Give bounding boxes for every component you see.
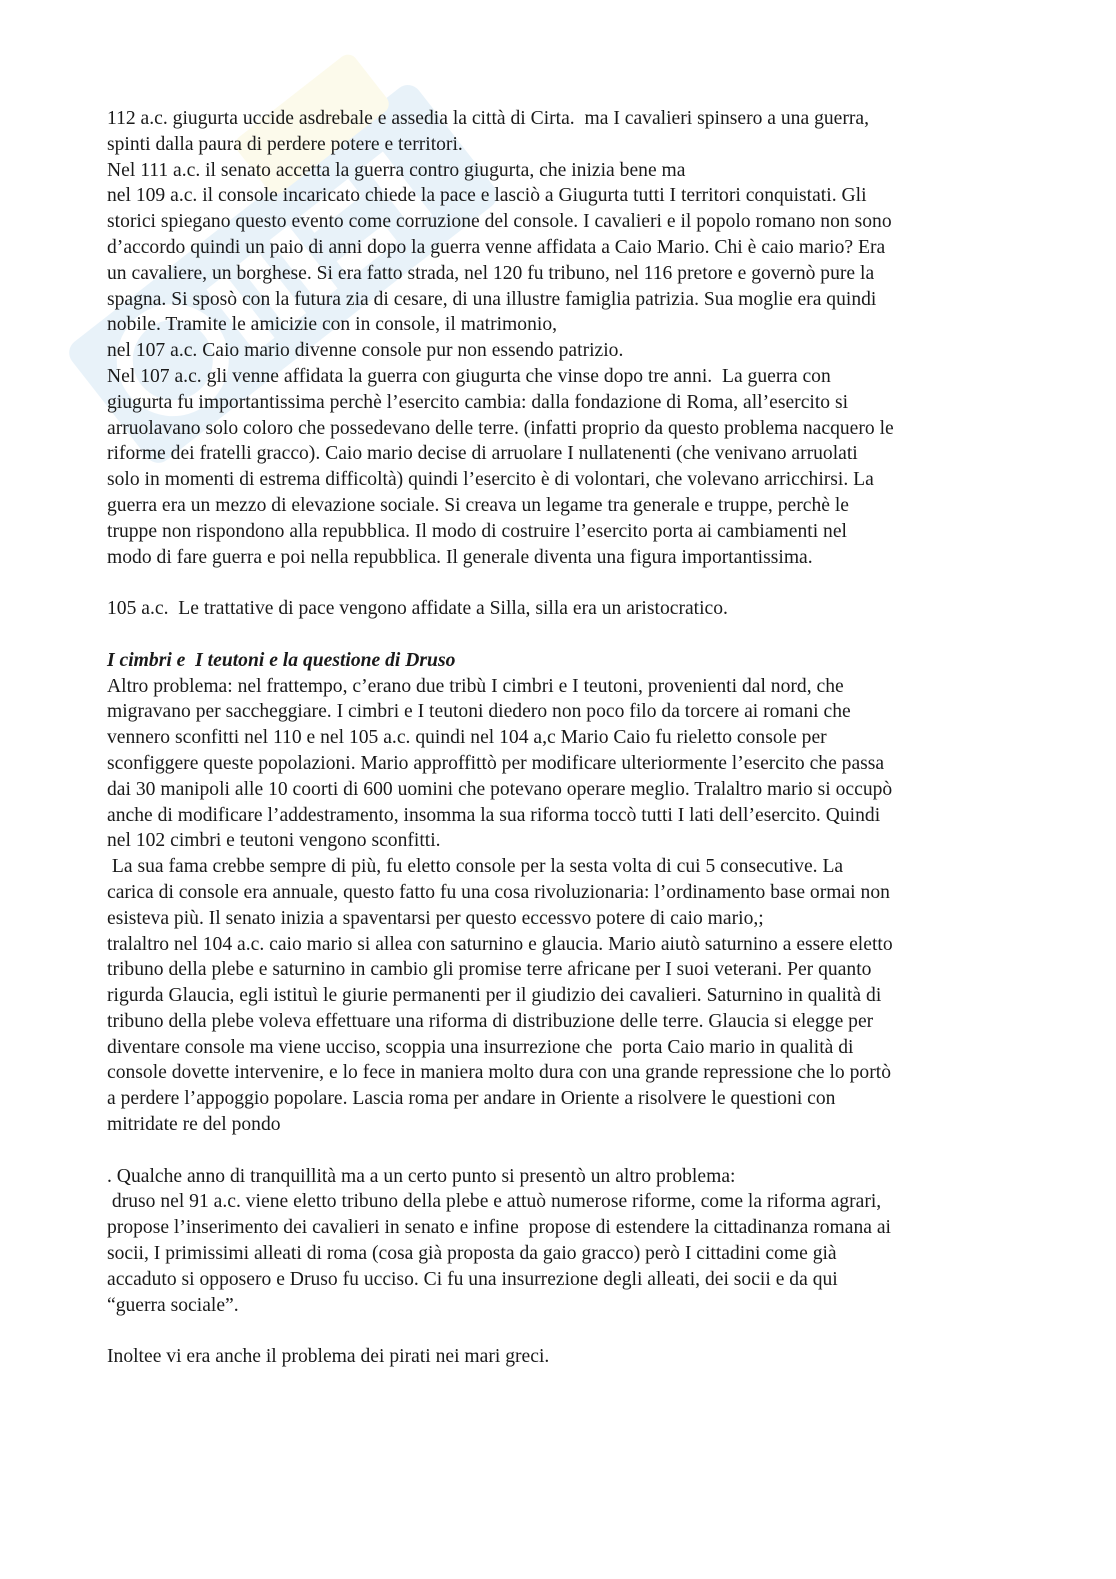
text-line: modo di fare guerra e poi nella repubblica. Il generale diventa una figura importantissima. xyxy=(107,546,813,568)
text-line: Altro problema: nel frattempo, c’erano due tribù I cimbri e I teutoni, provenienti dal nord, che xyxy=(107,675,844,697)
text-line: arruolavano solo coloro che possedevano delle terre. (infatti proprio da questo problema nacquero le xyxy=(107,417,894,439)
text-line: riforme dei fratelli gracco). Caio mario decise di arruolare I nullatenenti (che venivano arruolati xyxy=(107,443,858,465)
text-line: socii, I primissimi alleati di roma (cosa già proposta da gaio gracco) però I cittadini come già xyxy=(107,1243,837,1265)
blank-line xyxy=(107,1318,1012,1344)
text-line: tribuno della plebe voleva effettuare una riforma di distribuzione delle terre. Glaucia si elegge per xyxy=(107,1010,874,1032)
paragraph-giugurta xyxy=(107,106,1012,570)
text-line: rigurda Glaucia, egli istituì le giurie permanenti per il giudizio dei cavalieri. Saturnino in qualità di xyxy=(107,985,882,1007)
text-line: esisteva più. Il senato inizia a spaventarsi per questo eccessvo potere di caio mario,; xyxy=(107,907,764,929)
text-line: a perdere l’appoggio popolare. Lascia roma per andare in Oriente a risolvere le questioni con xyxy=(107,1088,836,1110)
text-line: console dovette intervenire, e lo fece in maniera molto dura con una grande repressione che lo portò xyxy=(107,1062,891,1084)
text-line: anche di modificare l’addestramento, insomma la sua riforma toccò tutti I lati dell’esercito. Quindi xyxy=(107,804,881,826)
text-line: diventare console ma viene ucciso, scoppia una insurrezione che porta Caio mario in qualità di xyxy=(107,1036,854,1058)
text-line: Nel 111 a.c. il senato accetta la guerra contro giugurta, che inizia bene ma xyxy=(107,159,686,181)
text-line: Inoltee vi era anche il problema dei pirati nei mari greci. xyxy=(107,1346,550,1368)
text-line: migravano per saccheggiare. I cimbri e I teutoni diedero non poco filo da torcere ai romani che xyxy=(107,701,851,723)
text-line: La sua fama crebbe sempre di più, fu eletto console per la sesta volta di cui 5 consecutive. La xyxy=(107,856,844,878)
text-line: solo in momenti di estrema difficoltà) quindi l’esercito è di volontari, che volevano arricchirsi. La xyxy=(107,469,874,491)
text-line: accaduto si opposero e Druso fu ucciso. Ci fu una insurrezione degli alleati, dei socii e da qui xyxy=(107,1268,838,1290)
text-line: nel 102 cimbri e teutoni vengono sconfitti. xyxy=(107,830,441,852)
text-line: mitridate re del pondo xyxy=(107,1114,281,1136)
blank-line xyxy=(107,622,1012,648)
text-line: vennero sconfitti nel 110 e nel 105 a.c. quindi nel 104 a,c Mario Caio fu rieletto console per xyxy=(107,727,827,749)
text-line: truppe non rispondono alla repubblica. Il modo di costruire l’esercito porta ai cambiamenti nel xyxy=(107,520,847,542)
text-line: propose l’inserimento dei cavalieri in senato e infine propose di estendere la cittadinanza romana ai xyxy=(107,1217,891,1239)
text-line: . Qualche anno di tranquillità ma a un certo punto si presentò un altro problema: xyxy=(107,1165,736,1187)
text-line: Nel 107 a.c. gli venne affidata la guerra con giugurta che vinse dopo tre anni. La guerra con xyxy=(107,365,831,387)
paragraph-pirati xyxy=(107,1344,1012,1370)
text-line: carica di console era annuale, questo fatto fu una cosa rivoluzionaria: l’ordinamento base ormai non xyxy=(107,881,890,903)
paragraph-silla xyxy=(107,596,1012,622)
section-heading: I cimbri e I teutoni e la questione di Druso xyxy=(107,649,456,671)
text-line: spagna. Si sposò con la futura zia di cesare, di una illustre famiglia patrizia. Sua moglie era quindi xyxy=(107,288,877,310)
text-line: spinti dalla paura di perdere potere e territori. xyxy=(107,133,463,155)
blank-line xyxy=(107,570,1012,596)
text-line: nel 109 a.c. il console incaricato chiede la pace e lasciò a Giugurta tutti I territori conquistati. Gli xyxy=(107,185,867,207)
document-page xyxy=(107,106,1012,1370)
text-line: nel 107 a.c. Caio mario divenne console pur non essendo patrizio. xyxy=(107,340,624,362)
text-line: druso nel 91 a.c. viene eletto tribuno della plebe e attuò numerose riforme, come la riforma agrari, xyxy=(107,1191,882,1213)
text-line: 112 a.c. giugurta uccide asdrebale e assedia la città di Cirta. ma I cavalieri spinsero a una guerra, xyxy=(107,108,870,129)
text-line: giugurta fu importantissima perchè l’esercito cambia: dalla fondazione di Roma, all’esercito si xyxy=(107,391,849,413)
section-cimbri-teutoni xyxy=(107,648,1012,1138)
text-line: dai 30 manipoli alle 10 coorti di 600 uomini che potevano operare meglio. Tralaltro mario si occupò xyxy=(107,778,893,800)
text-line: nobile. Tramite le amicizie con in console, il matrimonio, xyxy=(107,314,558,336)
text-line: tribuno della plebe e saturnino in cambio gli promise terre africane per I suoi veterani. Per quanto xyxy=(107,959,872,981)
blank-line xyxy=(107,1138,1012,1164)
text-line: 105 a.c. Le trattative di pace vengono affidate a Silla, silla era un aristocratico. xyxy=(107,598,728,620)
text-line: tralaltro nel 104 a.c. caio mario si allea con saturnino e glaucia. Mario aiutò saturnino a essere eletto xyxy=(107,933,893,955)
text-line: sconfiggere queste popolazioni. Mario approffittò per modificare ulteriormente l’esercito che passa xyxy=(107,752,885,774)
text-line: d’accordo quindi un paio di anni dopo la guerra venne affidata a Caio Mario. Chi è caio mario? Era xyxy=(107,236,886,258)
text-line: storici spiegano questo evento come corruzione del console. I cavalieri e il popolo romano non sono xyxy=(107,211,892,233)
text-line: guerra era un mezzo di elevazione sociale. Si creava un legame tra generale e truppe, perchè le xyxy=(107,494,849,516)
paragraph-druso xyxy=(107,1164,1012,1319)
text-line: “guerra sociale”. xyxy=(107,1294,239,1316)
text-line: un cavaliere, un borghese. Si era fatto strada, nel 120 fu tribuno, nel 116 pretore e governò pure la xyxy=(107,262,875,284)
